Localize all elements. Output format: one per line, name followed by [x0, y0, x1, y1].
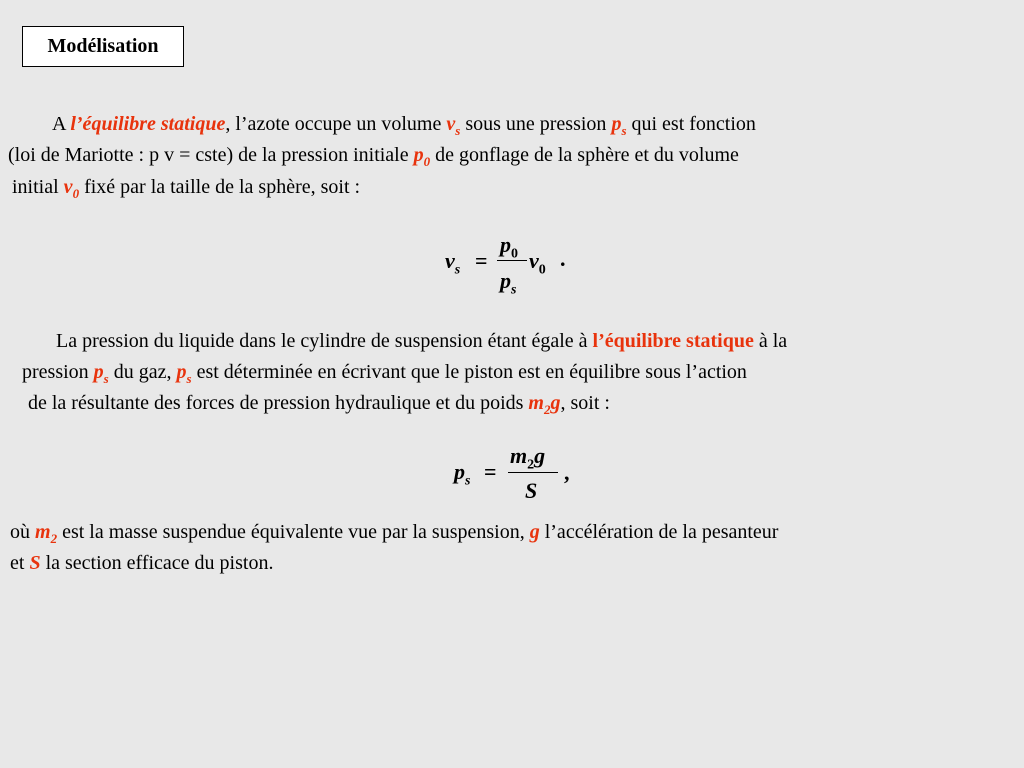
slide-title-text: Modélisation	[47, 35, 159, 57]
para3-line1	[10, 520, 778, 551]
text: du gaz,	[108, 361, 177, 383]
equation-vs	[440, 230, 590, 300]
text: , soit :	[560, 392, 610, 414]
text: sous une pression	[460, 113, 612, 135]
eq1-period: .	[560, 246, 566, 271]
var-p0: $p_0$	[413, 144, 431, 169]
var-vs: $v_s$	[446, 113, 461, 138]
var-m2g: $m_2g$	[528, 392, 561, 417]
text: de la résultante des forces de pression hydraulique et du poids	[28, 392, 529, 414]
highlight-static-equilibrium-2: l’équilibre statique	[592, 330, 754, 352]
text: qui est fonction	[626, 113, 756, 135]
eq2-fraction-bar	[508, 472, 558, 473]
var-v0: $v_0$	[63, 176, 80, 201]
var-ps-2: $p_s$	[176, 361, 192, 386]
para1-line3	[12, 175, 360, 206]
eq1-lhs: $v_s$	[445, 248, 461, 278]
text: initial	[12, 176, 64, 198]
var-S: S	[29, 552, 41, 574]
eq1-numerator: $p_0$	[500, 232, 518, 262]
text: pression	[22, 361, 94, 383]
text: à la	[753, 330, 788, 352]
text: (loi de Mariotte : p v = cste) de la pression initiale	[8, 144, 414, 166]
eq2-lhs: $p_s$	[454, 459, 471, 489]
para1-line1	[52, 112, 756, 143]
slide-title	[22, 26, 184, 67]
text: la section efficace du piston.	[40, 552, 274, 574]
var-ps-1: $p_s$	[93, 361, 109, 386]
eq1-equals: =	[475, 248, 488, 273]
eq2-equals: =	[484, 459, 497, 484]
text: et	[10, 552, 30, 574]
para2-line2	[22, 360, 747, 391]
text: de gonflage de la sphère et du volume	[430, 144, 739, 166]
var-m2: $m_2$	[35, 521, 58, 546]
para1-line2	[8, 143, 739, 174]
text: , l’azote occupe un volume	[225, 113, 447, 135]
para2-line1	[56, 329, 787, 353]
eq2-comma: ,	[564, 460, 570, 485]
text: fixé par la taille de la sphère, soit :	[79, 176, 361, 198]
para3-line2	[10, 551, 273, 575]
eq2-denominator: S	[525, 478, 538, 503]
text: La pression du liquide dans le cylindre de suspension étant égale à	[56, 330, 593, 352]
text: l’accélération de la pesanteur	[539, 521, 779, 543]
text: A	[52, 113, 71, 135]
text: est la masse suspendue équivalente vue par la suspension,	[57, 521, 530, 543]
text: est déterminée en écrivant que le piston est en équilibre sous l’action	[191, 361, 747, 383]
eq2-numerator: $m_2g$	[510, 443, 546, 473]
text: où	[10, 521, 35, 543]
var-ps: $p_s$	[611, 113, 627, 138]
highlight-static-equilibrium: l’équilibre statique	[70, 113, 226, 135]
para2-line3	[28, 391, 610, 422]
eq1-denominator: $p_s$	[500, 268, 517, 298]
eq1-fraction-bar	[497, 260, 527, 261]
eq1-v0: $v_0$	[529, 248, 546, 278]
equation-ps	[450, 442, 590, 512]
var-g: g	[529, 521, 540, 543]
